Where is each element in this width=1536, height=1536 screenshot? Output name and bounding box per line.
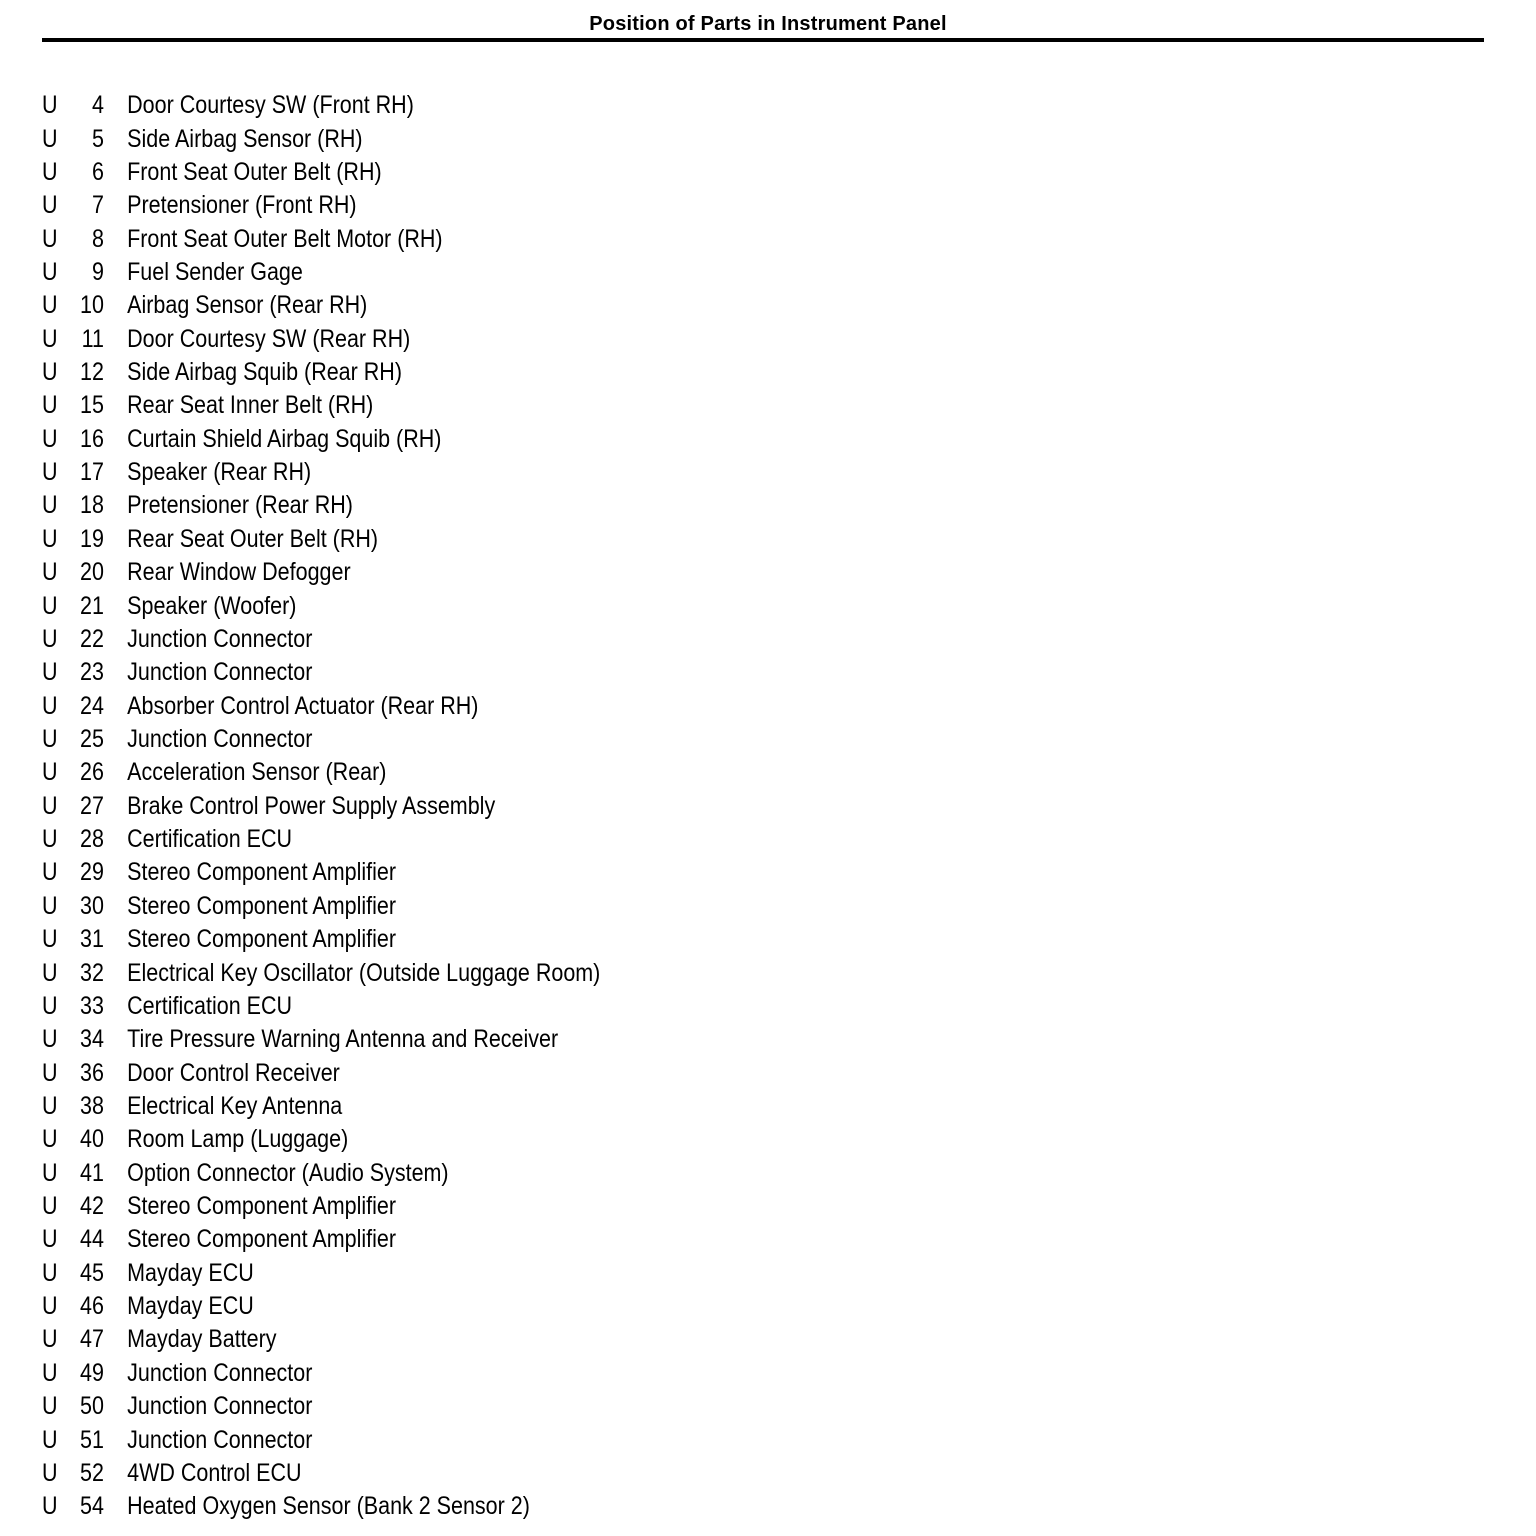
part-code-prefix: U [42,991,58,1020]
part-name: Junction Connector [127,1358,313,1387]
part-name: Junction Connector [127,1425,313,1454]
part-code-prefix: U [42,1258,58,1287]
part-row [42,756,600,789]
part-row [42,389,600,422]
part-row [42,623,600,656]
part-code-number: 6 [91,157,104,186]
part-code-number: 32 [80,958,104,987]
part-name: Mayday ECU [127,1292,254,1321]
part-name: Speaker (Woofer) [127,591,297,620]
part-code-prefix: U [42,1192,58,1221]
part-code-prefix: U [42,1292,58,1321]
part-code-number: 29 [80,858,104,887]
part-name: Front Seat Outer Belt Motor (RH) [127,224,443,253]
part-code-prefix: U [42,958,58,987]
part-code-prefix: U [42,324,58,353]
part-row [42,189,600,222]
part-code-number: 15 [80,391,104,420]
part-name: Rear Seat Inner Belt (RH) [127,391,374,420]
part-name: Junction Connector [127,725,313,753]
part-code-prefix: U [42,925,58,954]
part-name: Door Control Receiver [127,1058,340,1087]
part-row [42,723,600,756]
part-row [42,1357,600,1390]
part-row [42,156,600,189]
part-code-prefix: U [42,691,58,720]
part-code-prefix: U [42,591,58,620]
part-code-prefix: U [42,1125,58,1154]
part-name: Certification ECU [127,991,293,1020]
part-code-prefix: U [42,1325,58,1354]
part-name: Brake Control Power Supply Assembly [127,791,496,820]
part-code-number: 34 [80,1025,104,1054]
part-name: Junction Connector [127,1392,313,1421]
part-name: Airbag Sensor (Rear RH) [127,291,368,320]
part-code-number: 10 [80,291,104,320]
part-row [42,122,600,155]
part-name: Option Connector (Audio System) [127,1158,449,1187]
part-name: Stereo Component Amplifier [127,891,397,920]
part-code-number: 25 [80,725,104,753]
part-row [42,1423,600,1456]
part-code-prefix: U [42,858,58,887]
part-code-number: 23 [80,658,104,687]
part-row [42,990,600,1023]
part-code-number: 49 [80,1358,104,1387]
part-name: Side Airbag Squib (Rear RH) [127,358,402,387]
part-row [42,1290,600,1323]
title-underline [42,38,1484,42]
part-name: Junction Connector [127,624,313,653]
part-name: Stereo Component Amplifier [127,1225,397,1254]
part-code-number: 5 [91,124,104,153]
part-name: Electrical Key Oscillator (Outside Luggage Room) [127,958,601,987]
part-code-prefix: U [42,1025,58,1054]
part-name: Fuel Sender Gage [127,257,303,286]
part-row [42,456,600,489]
part-code-number: 41 [80,1158,104,1187]
part-row [42,523,600,556]
part-code-number: 24 [80,691,104,720]
part-code-prefix: U [42,157,58,186]
part-name: Tire Pressure Warning Antenna and Receiver [127,1025,559,1054]
part-name: Stereo Component Amplifier [127,858,397,887]
part-name: Curtain Shield Airbag Squib (RH) [127,424,442,453]
part-row [42,356,600,389]
part-row [42,489,600,522]
part-name: Front Seat Outer Belt (RH) [127,157,382,186]
part-row [42,1023,600,1056]
part-code-number: 8 [91,224,104,253]
part-code-number: 46 [80,1292,104,1321]
part-code-number: 28 [80,825,104,854]
part-code-prefix: U [42,424,58,453]
part-code-prefix: U [42,458,58,487]
part-code-number: 20 [80,558,104,587]
part-code-number: 42 [80,1192,104,1221]
part-row [42,1157,600,1190]
part-code-prefix: U [42,91,58,120]
part-row [42,1457,600,1490]
part-row [42,323,600,356]
part-name: Side Airbag Sensor (RH) [127,124,363,153]
part-code-prefix: U [42,491,58,520]
part-code-prefix: U [42,224,58,253]
part-row [42,1257,600,1290]
part-name: Mayday ECU [127,1258,254,1287]
part-row [42,1190,600,1223]
part-code-number: 31 [80,925,104,954]
part-code-prefix: U [42,1392,58,1421]
part-row [42,423,600,456]
part-row [42,890,600,923]
part-code-number: 4 [91,91,104,120]
part-code-number: 7 [91,191,104,220]
part-code-number: 27 [80,791,104,820]
part-code-prefix: U [42,1458,58,1487]
part-code-number: 38 [80,1091,104,1120]
page-title: Position of Parts in Instrument Panel [589,13,947,35]
part-row [42,289,600,322]
part-row [42,556,600,589]
part-name: Stereo Component Amplifier [127,925,397,954]
part-code-number: 33 [80,991,104,1020]
part-row [42,1223,600,1256]
part-name: Stereo Component Amplifier [127,1192,397,1221]
part-name: Mayday Battery [127,1325,277,1354]
part-row [42,1390,600,1423]
part-row [42,1056,600,1089]
part-name: Door Courtesy SW (Rear RH) [127,324,411,353]
part-code-prefix: U [42,1158,58,1187]
part-name: Pretensioner (Front RH) [127,191,357,220]
part-row [42,1490,600,1523]
part-code-prefix: U [42,758,58,787]
part-code-number: 17 [80,458,104,487]
part-code-prefix: U [42,1425,58,1454]
part-row [42,256,600,289]
part-code-number: 47 [80,1325,104,1354]
part-code-prefix: U [42,391,58,420]
part-code-number: 22 [80,624,104,653]
part-row [42,589,600,622]
part-name: Heated Oxygen Sensor (Bank 2 Sensor 2) [127,1492,530,1521]
part-code-number: 30 [80,891,104,920]
part-row [42,1123,600,1156]
part-code-number: 16 [80,424,104,453]
part-code-number: 26 [80,758,104,787]
part-name: 4WD Control ECU [127,1458,302,1487]
part-code-prefix: U [42,558,58,587]
part-code-number: 12 [80,358,104,387]
part-row [42,1090,600,1123]
part-name: Door Courtesy SW (Front RH) [127,91,414,120]
part-row [42,1323,600,1356]
part-name: Absorber Control Actuator (Rear RH) [127,691,479,720]
part-code-prefix: U [42,124,58,153]
part-code-prefix: U [42,1492,58,1521]
part-code-prefix: U [42,791,58,820]
part-code-prefix: U [42,891,58,920]
part-code-prefix: U [42,291,58,320]
part-code-prefix: U [42,658,58,687]
part-row [42,89,600,122]
part-code-number: 18 [80,491,104,520]
part-code-number: 51 [80,1425,104,1454]
part-code-prefix: U [42,1358,58,1387]
part-name: Acceleration Sensor (Rear) [127,758,387,787]
part-row [42,790,600,823]
part-row [42,823,600,856]
part-name: Electrical Key Antenna [127,1091,343,1120]
part-name: Speaker (Rear RH) [127,458,312,487]
part-code-number: 36 [80,1058,104,1087]
part-name: Certification ECU [127,825,293,854]
part-code-prefix: U [42,825,58,854]
part-code-number: 40 [80,1125,104,1154]
part-code-prefix: U [42,191,58,220]
part-row [42,856,600,889]
part-name: Rear Seat Outer Belt (RH) [127,524,379,553]
part-code-prefix: U [42,1091,58,1120]
part-code-number: 11 [81,324,104,353]
part-name: Room Lamp (Luggage) [127,1125,349,1154]
part-code-number: 54 [80,1492,104,1521]
part-code-number: 9 [91,257,104,286]
part-name: Rear Window Defogger [127,558,351,587]
part-row [42,222,600,255]
part-code-number: 19 [80,524,104,553]
part-row [42,956,600,989]
part-code-prefix: U [42,524,58,553]
part-code-prefix: U [42,257,58,286]
part-row [42,923,600,956]
part-code-prefix: U [42,1225,58,1254]
part-code-number: 44 [80,1225,104,1254]
part-code-number: 21 [80,591,104,620]
part-row [42,689,600,722]
part-code-prefix: U [42,725,58,753]
part-row [42,656,600,689]
parts-list [42,89,691,1523]
part-code-number: 52 [80,1458,104,1487]
part-code-number: 45 [80,1258,104,1287]
part-name: Pretensioner (Rear RH) [127,491,353,520]
part-code-prefix: U [42,624,58,653]
part-code-number: 50 [80,1392,104,1421]
part-code-prefix: U [42,1058,58,1087]
part-code-prefix: U [42,358,58,387]
part-name: Junction Connector [127,658,313,687]
